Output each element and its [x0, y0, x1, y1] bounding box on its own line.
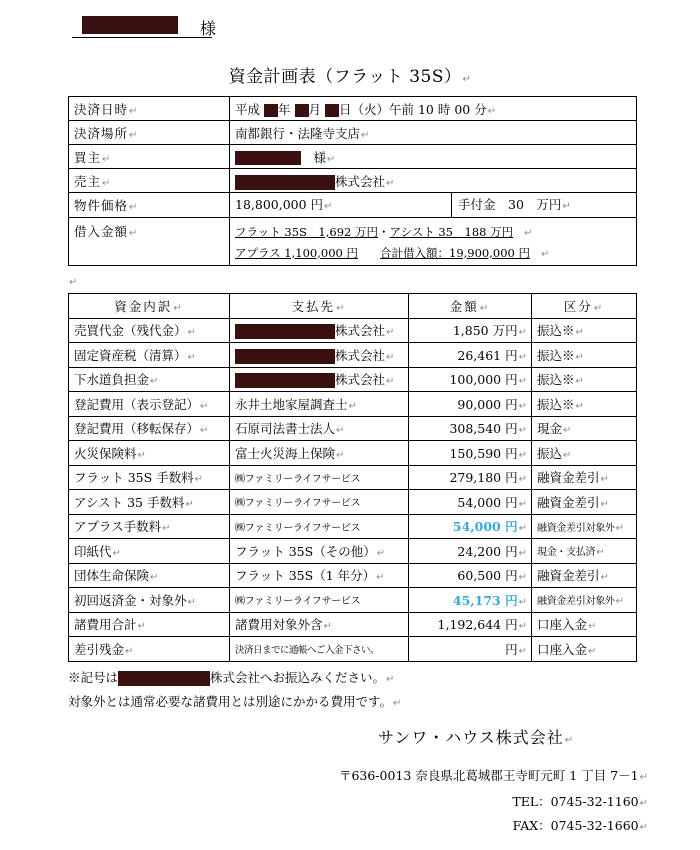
row-category: 融資金差引: [537, 494, 600, 510]
breakdown-row: [69, 612, 637, 637]
row-amount: 54,000 円: [457, 494, 518, 510]
cell-payee: 株式会社↵: [230, 318, 409, 343]
row-amount: 60,500 円: [457, 568, 518, 584]
row-category: 融資金差引: [537, 470, 600, 486]
breakdown-row: [69, 490, 637, 515]
breakdown-row: [69, 539, 637, 564]
cell-payee: [230, 490, 409, 515]
row-payee: ㈱ファミリーライフサービス: [235, 522, 361, 534]
row-category: 振込※: [537, 323, 575, 339]
buyer-label: 買主: [74, 149, 102, 165]
breakdown-row: [69, 318, 637, 343]
redacted-seller: [235, 175, 335, 190]
company-fax: FAX：0745-32-1660↵: [512, 818, 648, 833]
seller-label: 売主: [74, 173, 102, 189]
settlement-date-label: 決済日時: [74, 101, 129, 117]
breakdown-row: [69, 367, 637, 392]
cell-category: 口座入金↵: [532, 637, 637, 662]
price-row: 物件価格↵ 手付金 30 万円↵ 18,800,000 円↵: [69, 193, 637, 218]
row-amount: 308,540 円: [449, 421, 518, 437]
loan-row: 借入金額↵ フラット 35S 1,692 万円・アシスト 35 188 万円 ↵ アプラス 1,100,000 円 合計借入額：19,900,000 円 ↵: [69, 218, 637, 266]
breakdown-row: [69, 563, 637, 588]
row-category: 振込※: [537, 372, 575, 388]
row-category: 融資金差引対象外: [537, 596, 615, 608]
loan-total: 合計借入額：19,900,000 円: [380, 245, 530, 260]
cell-category: 口座入金↵: [532, 612, 637, 637]
row-amount: 円: [505, 641, 518, 657]
row-payee: ㈱ファミリーライフサービス: [235, 473, 361, 485]
company-tel: TEL：0745-32-1160↵: [512, 794, 648, 809]
note-line-2: 対象外とは通常必要な諸費用とは別途にかかる費用です。↵: [68, 694, 402, 709]
cell-item: 売買代金（残代金）↵: [69, 318, 230, 343]
redacted-note-company: [118, 671, 210, 686]
breakdown-row: [69, 637, 637, 662]
row-amount: 279,180 円: [449, 470, 518, 486]
row-category: 振込※: [537, 347, 575, 363]
cell-category: 融資金差引↵: [532, 465, 637, 490]
buyer-honorific: 様: [313, 149, 327, 165]
cell-amount: 54,000 円↵: [409, 514, 532, 539]
breakdown-header-row: 資金内訳↵ 支払先↵ 金額↵ 区分↵: [69, 294, 637, 319]
cell-category: 振込↵: [532, 441, 637, 466]
cell-amount: 90,000 円↵: [409, 392, 532, 417]
row-payee: フラット 35S（1 年分）: [235, 568, 376, 584]
addressee-line: [72, 14, 217, 38]
row-payee: 株式会社: [335, 323, 386, 339]
settlement-place-value: 南都銀行・法隆寺支店: [235, 125, 361, 141]
row-item: 諸費用合計: [74, 617, 137, 633]
row-item: アプラス手数料: [74, 519, 162, 535]
cell-item: アシスト 35 手数料↵: [69, 490, 230, 515]
row-payee: フラット 35S（その他）: [235, 543, 376, 559]
row-category: 融資金差引: [537, 568, 600, 584]
redacted-payee: [235, 373, 335, 388]
row-item: 差引残金: [74, 641, 125, 657]
cell-item: 団体生命保険↵: [69, 563, 230, 588]
redacted-month: [295, 104, 309, 117]
redacted-buyer: [235, 151, 301, 165]
cell-amount: 308,540 円↵: [409, 416, 532, 441]
cell-payee: [230, 588, 409, 613]
price-label: 物件価格: [74, 198, 129, 213]
row-payee: 諸費用対象外含: [235, 617, 323, 633]
cell-amount: 60,500 円↵: [409, 563, 532, 588]
row-amount: 150,590 円: [449, 445, 518, 461]
summary-table: [68, 96, 637, 266]
cell-amount: 24,200 円↵: [409, 539, 532, 564]
cell-category: 現金・支払済↵: [532, 539, 637, 564]
breakdown-row: [69, 465, 637, 490]
cell-amount: 54,000 円↵: [409, 490, 532, 515]
cell-category: 融資金差引↵: [532, 563, 637, 588]
row-payee: 株式会社: [335, 347, 386, 363]
settlement-place-label: 決済場所: [74, 125, 129, 141]
row-item: 印紙代: [74, 543, 112, 559]
cell-amount: 1,850 万円↵: [409, 318, 532, 343]
cell-amount: 26,461 円↵: [409, 343, 532, 368]
cell-item: フラット 35S 手数料↵: [69, 465, 230, 490]
cell-amount: 100,000 円↵: [409, 367, 532, 392]
note-line-1: ※記号は 株式会社へお振込みください。↵: [68, 670, 395, 685]
row-category: 口座入金: [537, 641, 588, 657]
cell-item: 諸費用合計↵: [69, 612, 230, 637]
row-payee: ㈱ファミリーライフサービス: [235, 596, 361, 608]
cell-amount: 円↵: [409, 637, 532, 662]
cell-item: 差引残金↵: [69, 637, 230, 662]
redacted-payee: [235, 324, 335, 339]
row-item: 登記費用（表示登記）: [74, 396, 200, 412]
row-item: 登記費用（移転保存）: [74, 421, 200, 437]
document-title: 資金計画表（フラット 35S）↵: [228, 67, 472, 87]
row-amount: 54,000 円: [452, 519, 518, 535]
buyer-row: 買主↵ 様↵: [69, 145, 637, 169]
cell-category: 振込※↵: [532, 343, 637, 368]
row-amount: 45,173 円: [452, 592, 518, 608]
cell-item: 固定資産税（清算）↵: [69, 343, 230, 368]
cell-payee: [230, 637, 409, 662]
cell-category: 現金↵: [532, 416, 637, 441]
cell-payee: 石原司法書士法人↵: [230, 416, 409, 441]
cell-item: アプラス手数料↵: [69, 514, 230, 539]
cell-payee: [230, 514, 409, 539]
row-item: フラット 35S 手数料: [74, 470, 194, 486]
cell-amount: 279,180 円↵: [409, 465, 532, 490]
seller-suffix: 株式会社: [335, 173, 386, 189]
redacted-day: [325, 104, 339, 117]
seller-row: 売主↵ 株式会社↵: [69, 169, 637, 193]
breakdown-row: [69, 416, 637, 441]
loan-assist: アシスト 35 188 万円: [389, 224, 514, 239]
row-item: アシスト 35 手数料: [74, 494, 185, 510]
company-name: サンワ・ハウス株式会社↵: [378, 728, 575, 747]
cell-item: 初回返済金・対象外↵: [69, 588, 230, 613]
row-item: 売買代金（残代金）: [74, 323, 187, 339]
loan-line-2: アプラス 1,100,000 円 合計借入額：19,900,000 円 ↵: [235, 245, 550, 260]
settlement-place-row: 決済場所↵ 南都銀行・法隆寺支店↵: [69, 121, 637, 145]
row-item: 団体生命保険: [74, 568, 150, 584]
cell-item: 登記費用（移転保存）↵: [69, 416, 230, 441]
deposit-value: 手付金 30 万円: [458, 197, 562, 212]
row-category: 振込: [537, 445, 563, 461]
cell-category: 融資金差引対象外↵: [532, 588, 637, 613]
row-item: 固定資産税（清算）: [74, 347, 187, 363]
cell-payee: 株式会社↵: [230, 367, 409, 392]
cell-category: 振込※↵: [532, 318, 637, 343]
row-amount: 1,192,644 円: [437, 617, 518, 633]
cell-payee: 永井土地家屋調査士↵: [230, 392, 409, 417]
breakdown-body: [69, 318, 637, 661]
breakdown-row: [69, 392, 637, 417]
header-item: 資金内訳: [114, 298, 173, 314]
cell-category: 融資金差引対象外↵: [532, 514, 637, 539]
row-payee: 石原司法書士法人: [235, 421, 336, 437]
cell-item: 火災保険料↵: [69, 441, 230, 466]
row-category: 振込※: [537, 396, 575, 412]
cell-amount: 45,173 円↵: [409, 588, 532, 613]
cell-payee: 諸費用対象外含↵: [230, 612, 409, 637]
breakdown-row: [69, 343, 637, 368]
loan-line-1: フラット 35S 1,692 万円・アシスト 35 188 万円 ↵: [235, 224, 533, 239]
breakdown-row: [69, 514, 637, 539]
row-amount: 26,461 円: [457, 347, 518, 363]
company-address: 〒636-0013 奈良県北葛城郡王寺町元町 1 丁目 7－1↵: [338, 768, 648, 783]
cell-item: 下水道負担金↵: [69, 367, 230, 392]
row-payee: 株式会社: [335, 372, 386, 388]
deposit-cell: 手付金 30 万円↵: [451, 193, 636, 217]
loan-aplus: アプラス 1,100,000 円: [235, 245, 358, 260]
redacted-year: [264, 104, 278, 117]
settlement-date-row: 決済日時↵ 平成 年 月 日（火）午前 10 時 00 分↵: [69, 97, 637, 121]
loan-flat: フラット 35S 1,692 万円: [235, 224, 379, 239]
cell-category: 融資金差引↵: [532, 490, 637, 515]
cell-payee: 株式会社↵: [230, 343, 409, 368]
header-payee: 支払先: [291, 298, 336, 314]
cell-payee: 富士火災海上保険↵: [230, 441, 409, 466]
row-item: 下水道負担金: [74, 372, 150, 388]
row-item: 火災保険料: [74, 445, 137, 461]
row-payee: 富士火災海上保険: [235, 445, 336, 461]
addressee-honorific: 様: [200, 19, 217, 38]
redacted-name: [82, 16, 178, 34]
header-category: 区分: [563, 298, 593, 314]
cell-category: 振込※↵: [532, 367, 637, 392]
cell-item: 印紙代↵: [69, 539, 230, 564]
row-amount: 1,850 万円: [452, 323, 518, 339]
row-category: 現金: [537, 421, 563, 437]
row-amount: 100,000 円: [449, 372, 518, 388]
row-payee: ㈱ファミリーライフサービス: [235, 498, 361, 510]
breakdown-row: [69, 441, 637, 466]
breakdown-table: [68, 293, 637, 662]
row-amount: 24,200 円: [457, 543, 518, 559]
cell-amount: 150,590 円↵: [409, 441, 532, 466]
cell-category: 振込※↵: [532, 392, 637, 417]
row-amount: 90,000 円: [457, 396, 518, 412]
paragraph-mark: ↵: [69, 277, 78, 288]
header-amount: 金額: [449, 298, 479, 314]
row-payee: 永井土地家屋調査士: [235, 396, 348, 412]
row-category: 現金・支払済: [537, 547, 596, 559]
redacted-payee: [235, 349, 335, 364]
row-category: 口座入金: [537, 617, 588, 633]
row-payee: 決済日までに通帳へご入金下さい。: [235, 645, 380, 657]
price-value: 18,800,000 円: [235, 197, 324, 212]
row-item: 初回返済金・対象外: [74, 592, 187, 608]
cell-payee: [230, 465, 409, 490]
cell-amount: 1,192,644 円↵: [409, 612, 532, 637]
settlement-date-value: 平成 年 月 日（火）午前 10 時 00 分↵: [230, 97, 637, 121]
breakdown-row: [69, 588, 637, 613]
row-category: 融資金差引対象外: [537, 522, 615, 534]
cell-payee: フラット 35S（その他）↵: [230, 539, 409, 564]
cell-payee: フラット 35S（1 年分）↵: [230, 563, 409, 588]
cell-item: 登記費用（表示登記）↵: [69, 392, 230, 417]
loan-label: 借入金額: [74, 224, 129, 239]
